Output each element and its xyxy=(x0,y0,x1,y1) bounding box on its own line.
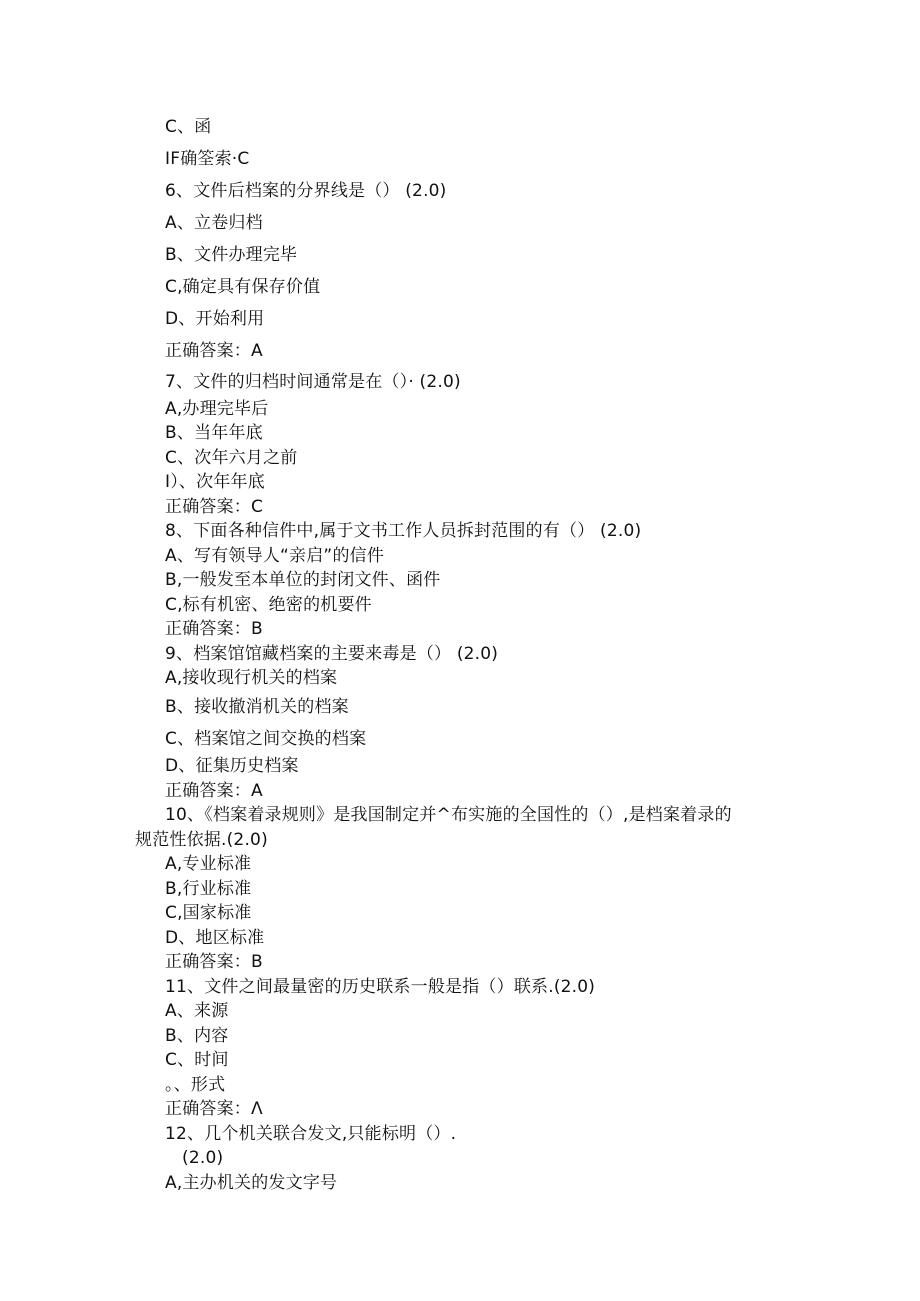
question-10: 10、《档案着录规则》是我国制定并^布实施的全国性的（）,是档案着录的 xyxy=(165,805,732,825)
option-b: B、接收撤消机关的档案 xyxy=(165,697,349,717)
answer-line: IF确筌索·C xyxy=(165,149,250,169)
question-12: 12、几个机关联合发文,只能标明（）. xyxy=(165,1124,457,1144)
option-c: C、次年六月之前 xyxy=(165,448,298,468)
answer-line: 正确答案：C xyxy=(165,497,264,517)
option-b: B,一般发至本单位的封闭文件、函件 xyxy=(165,570,441,590)
option-b: B、当年年底 xyxy=(165,423,263,443)
answer-line: 正确答案：B xyxy=(165,952,263,972)
option-c: C、时间 xyxy=(165,1050,229,1070)
answer-line: 正确答案：A xyxy=(165,781,263,801)
option-c: C、档案馆之间交换的档案 xyxy=(165,729,367,749)
answer-line: 正确答案：Λ xyxy=(165,1099,263,1119)
option-a: A,主办机关的发文字号 xyxy=(165,1173,338,1193)
option-c: C,国家标准 xyxy=(165,903,252,923)
question-7: 7、文件的归档时间通常是在（）· (2.0) xyxy=(165,372,461,392)
question-9: 9、档案馆馆藏档案的主要来毒是（） (2.0) xyxy=(165,644,499,664)
answer-line: 正确答案：B xyxy=(165,619,263,639)
option-d: I）、次年年底 xyxy=(165,472,265,492)
option-a: A、来源 xyxy=(165,1001,229,1021)
option-d: D、地区标准 xyxy=(165,928,265,948)
question-12-score: (2.0) xyxy=(182,1148,224,1168)
option-a: A,专业标准 xyxy=(165,854,252,874)
option-a: A,办理完毕后 xyxy=(165,399,269,419)
option-c: C、函 xyxy=(165,117,212,137)
option-c: C,确定具有保存价值 xyxy=(165,277,321,297)
option-d: 。、形式 xyxy=(165,1075,226,1095)
option-b: B,行业标准 xyxy=(165,879,252,899)
option-b: B、内容 xyxy=(165,1026,229,1046)
option-b: B、文件办理完毕 xyxy=(165,245,298,265)
question-8: 8、下面各种信件中,属于文书工作人员拆封范围的有（） (2.0) xyxy=(165,521,642,541)
option-a: A,接收现行机关的档案 xyxy=(165,668,338,688)
option-a: A、立卷归档 xyxy=(165,213,263,233)
answer-line: 正确答案：A xyxy=(165,341,263,361)
question-10-continued: 规范性依据.(2.0) xyxy=(135,830,268,850)
option-d: D、开始利用 xyxy=(165,309,265,329)
option-a: A、写有领导人“亲启”的信件 xyxy=(165,546,385,566)
question-6: 6、文件后档案的分界线是（） (2.0) xyxy=(165,181,447,201)
option-d: D、征集历史档案 xyxy=(165,756,299,776)
question-11: 11、文件之间最量密的历史联系一般是指（）联系.(2.0) xyxy=(165,977,596,997)
option-c: C,标有机密、绝密的机要件 xyxy=(165,595,372,615)
